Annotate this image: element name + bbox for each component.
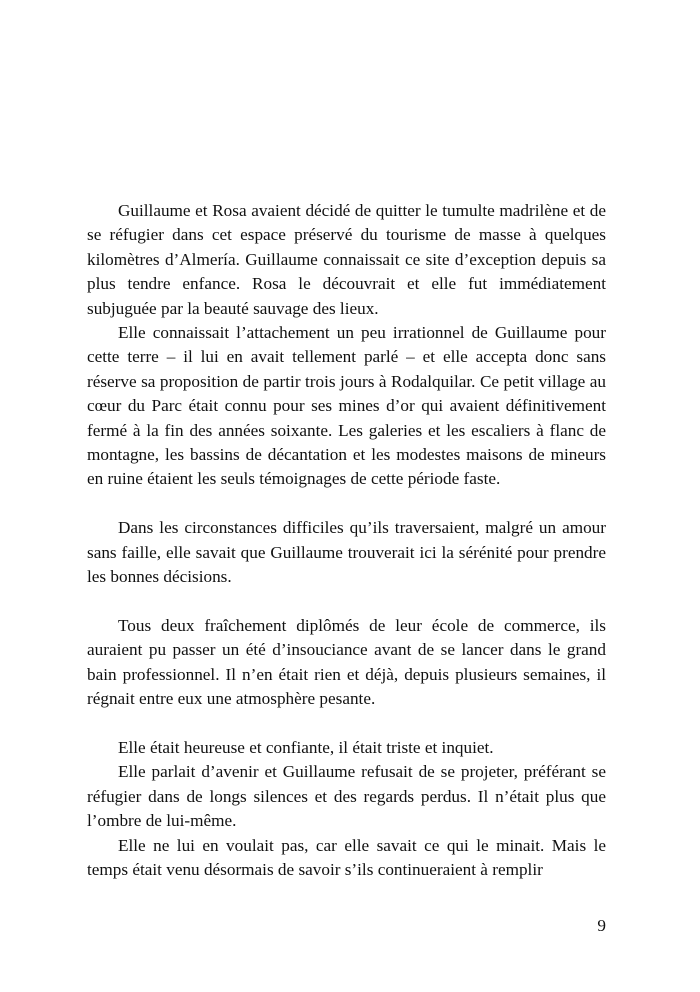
paragraph-gap [87, 589, 606, 613]
paragraph: Elle était heureuse et confiante, il était triste et inquiet. [118, 737, 494, 757]
paragraph: Elle parlait d’avenir et Guillaume refusait de se projeter, préférant se réfugier dans de longs silences et des regards perdus. Il n’était plus que l’ombre de lui-même. [87, 762, 606, 831]
paragraph: Dans les circonstances difficiles qu’ils traversaient, malgré un amour sans faille, elle savait que Guillaume trouverait ici la sérénité pour prendre les bonnes décisions. [87, 518, 606, 587]
page-number: 9 [597, 916, 606, 935]
paragraph: Elle ne lui en voulait pas, car elle savait ce qui le minait. Mais le temps était venu désormais de savoir s’ils continueraient à remplir [87, 835, 606, 879]
paragraph: Tous deux fraîchement diplômés de leur école de commerce, ils auraient pu passer un été d’insouciance avant de se lancer dans le grand bain professionnel. Il n’en était rien et déjà, depuis plusieurs semaines, il régnait entre eux une atmosphère pesante. [87, 615, 606, 709]
body-text [87, 199, 606, 882]
paragraph-gap [87, 492, 606, 516]
paragraph-gap [87, 712, 606, 736]
paragraph: Elle connaissait l’attachement un peu irrationnel de Guillaume pour cette terre – il lui en avait tellement parlé – et elle accepta donc sans réserve sa proposition de partir trois jours à Rodalquilar. Ce petit village au cœur du Parc était connu pour ses mines d’or qui avaient définitivement fermé à la fin des années soixante. Les galeries et les escaliers à flanc de montagne, les bassins de décantation et les modestes maisons de mineurs en ruine étaient les seuls témoignages de cette période faste. [87, 323, 606, 489]
paragraph: Guillaume et Rosa avaient décidé de quitter le tumulte madrilène et de se réfugier dans cet espace préservé du tourisme de masse à quelques kilomètres d’Almería. Guillaume connaissait ce site d’exception depuis sa plus tendre enfance. Rosa le découvrait et elle fut immédiatement subjuguée par la beauté sauvage des lieux. [87, 201, 606, 318]
